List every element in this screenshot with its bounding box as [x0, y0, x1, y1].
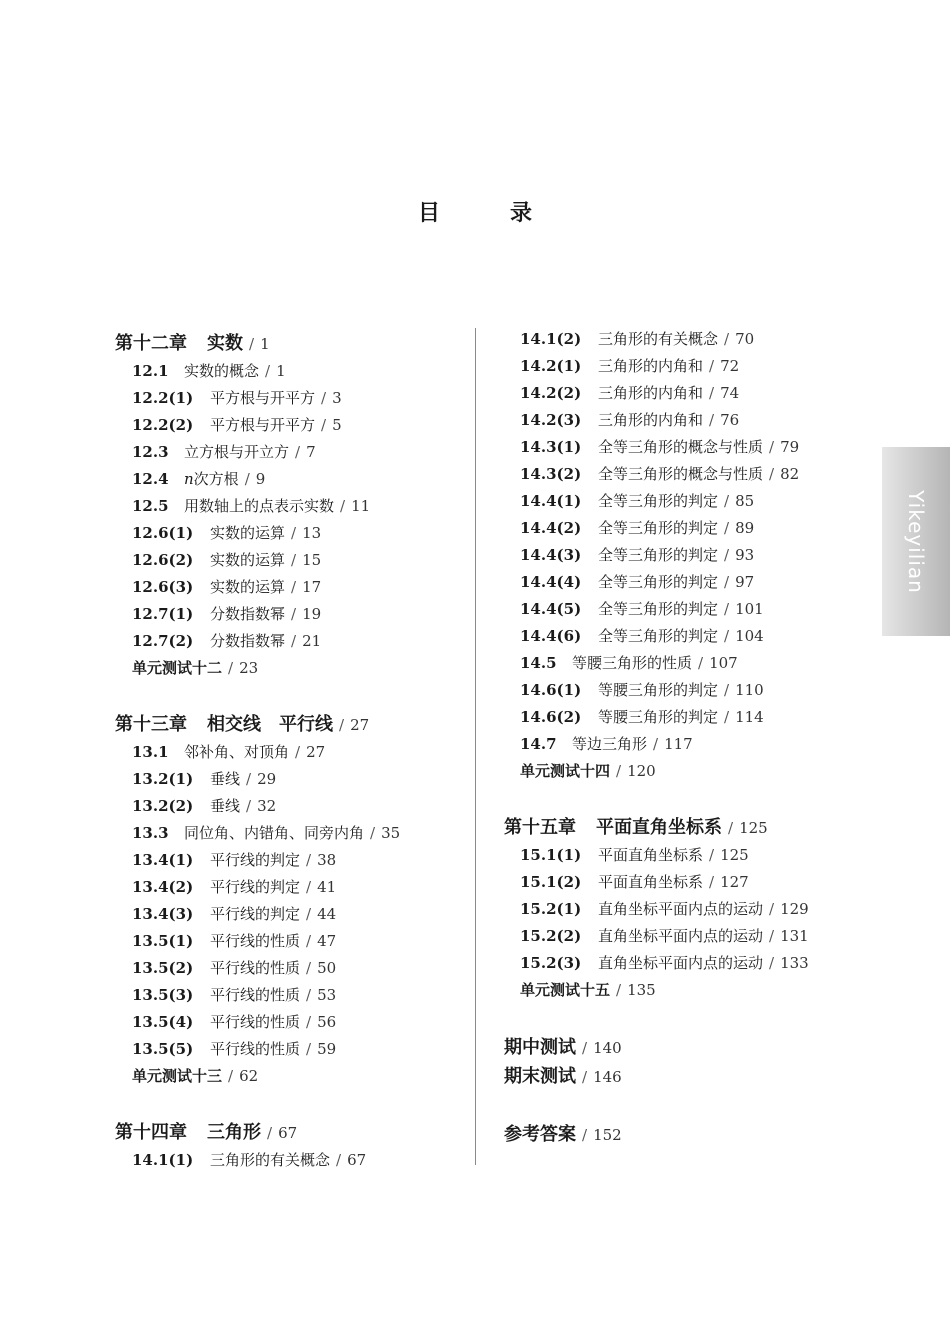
exam-title: 期中测试	[504, 1037, 576, 1058]
page-number: 27	[350, 716, 370, 734]
page-number: 7	[306, 443, 316, 461]
page-separator: /	[306, 959, 312, 977]
section-title: 分数指数幂	[210, 605, 286, 623]
chapter-label: 第十四章	[115, 1122, 187, 1143]
page-number: 50	[317, 959, 337, 977]
section-number: 14.6(1)	[520, 681, 582, 699]
section-title: 全等三角形的概念与性质	[598, 465, 764, 483]
section-title: 三角形的内角和	[598, 411, 704, 429]
section-title: 平行线的判定	[210, 878, 301, 896]
toc-right-column	[504, 326, 854, 1149]
toc-entry[interactable]	[504, 704, 854, 731]
section-number: 15.1(2)	[520, 873, 582, 891]
section-number: 12.2(2)	[132, 416, 194, 434]
page-separator: /	[249, 335, 255, 353]
toc-entry[interactable]	[504, 542, 854, 569]
page-number: 17	[302, 578, 322, 596]
chapter-title: 相交线 平行线	[207, 714, 333, 735]
page-number: 125	[739, 819, 768, 837]
section-number: 12.2(1)	[132, 389, 194, 407]
page-separator: /	[616, 981, 622, 999]
section-title: 平行线的性质	[210, 932, 301, 950]
page-number: 27	[306, 743, 326, 761]
section-number: 14.4(2)	[520, 519, 582, 537]
section-number: 12.6(2)	[132, 551, 194, 569]
section-title: 平面直角坐标系	[598, 846, 704, 864]
page-separator: /	[246, 797, 252, 815]
section-number: 12.5	[132, 497, 169, 515]
toc-entry[interactable]	[115, 358, 465, 385]
page-number: 41	[317, 878, 337, 896]
page-separator: /	[582, 1126, 588, 1144]
section-title: 三角形的有关概念	[598, 330, 719, 348]
page-separator: /	[728, 819, 734, 837]
page-separator: /	[291, 524, 297, 542]
toc-chapter[interactable]	[504, 814, 854, 842]
section-number: 14.4(5)	[520, 600, 582, 618]
section-title: 分数指数幂	[210, 632, 286, 650]
toc-entry[interactable]	[504, 950, 854, 977]
page-separator: /	[724, 681, 730, 699]
section-number: 12.3	[132, 443, 169, 461]
page-number: 120	[627, 762, 656, 780]
page-separator: /	[228, 1067, 234, 1085]
page-separator: /	[582, 1068, 588, 1086]
section-title: 实数的概念	[184, 362, 260, 380]
toc-entry[interactable]	[115, 874, 465, 901]
toc-chapter[interactable]	[115, 1119, 465, 1147]
page-separator: /	[295, 443, 301, 461]
page-number: 104	[735, 627, 764, 645]
section-number: 14.2(2)	[520, 384, 582, 402]
page-separator: /	[709, 846, 715, 864]
toc-unit-test[interactable]	[504, 758, 854, 785]
toc-entry[interactable]	[115, 982, 465, 1009]
page-separator: /	[724, 708, 730, 726]
section-title: 全等三角形的判定	[598, 627, 719, 645]
page-separator: /	[724, 519, 730, 537]
section-number: 12.6(1)	[132, 524, 194, 542]
section-title: 平行线的判定	[210, 851, 301, 869]
toc-entry[interactable]	[115, 820, 465, 847]
side-tab	[882, 447, 950, 636]
page-number: 62	[239, 1067, 259, 1085]
section-title: 等边三角形	[572, 735, 648, 753]
section-number: 13.5(2)	[132, 959, 194, 977]
page-number: 72	[720, 357, 740, 375]
chapter-label: 第十五章	[504, 817, 576, 838]
toc-entry[interactable]	[115, 793, 465, 820]
page-separator: /	[246, 770, 252, 788]
page-number: 32	[257, 797, 277, 815]
toc-entry[interactable]	[115, 385, 465, 412]
page-separator: /	[709, 384, 715, 402]
toc-entry[interactable]	[504, 569, 854, 596]
section-number: 15.2(1)	[520, 900, 582, 918]
unit-test-title: 单元测试十五	[520, 981, 611, 999]
section-number: 14.4(3)	[520, 546, 582, 564]
page-separator: /	[769, 465, 775, 483]
section-title: 等腰三角形的判定	[598, 681, 719, 699]
section-title: 直角坐标平面内点的运动	[598, 927, 764, 945]
page-number: 3	[332, 389, 342, 407]
page-number: 93	[735, 546, 755, 564]
section-number: 13.3	[132, 824, 169, 842]
section-title: 平行线的判定	[210, 905, 301, 923]
section-title: 实数的运算	[210, 551, 286, 569]
page-number: 140	[593, 1039, 622, 1057]
chapter-title: 平面直角坐标系	[596, 817, 722, 838]
toc-entry[interactable]	[115, 928, 465, 955]
section-number: 14.1(1)	[132, 1151, 194, 1169]
toc-entry[interactable]	[115, 847, 465, 874]
toc-entry[interactable]	[504, 515, 854, 542]
page-separator: /	[321, 389, 327, 407]
section-title: 全等三角形的概念与性质	[598, 438, 764, 456]
section-title: 实数的运算	[210, 578, 286, 596]
section-number: 14.7	[520, 735, 557, 753]
section-title: 三角形的内角和	[598, 384, 704, 402]
section-number: 14.3(2)	[520, 465, 582, 483]
toc-entry[interactable]	[115, 412, 465, 439]
toc-entry[interactable]	[504, 353, 854, 380]
page-number: 9	[255, 470, 266, 488]
page-number: 82	[780, 465, 800, 483]
page-title: 目 录	[417, 200, 556, 226]
page-number: 135	[627, 981, 656, 999]
toc-entry[interactable]	[115, 1009, 465, 1036]
toc-entry[interactable]	[504, 380, 854, 407]
page-number: 146	[593, 1068, 622, 1086]
page-separator: /	[291, 551, 297, 569]
side-tab-label: Yikeyilian	[904, 489, 928, 594]
section-title: 用数轴上的点表示实数	[184, 497, 335, 515]
toc-entry[interactable]	[115, 601, 465, 628]
page-number: 97	[735, 573, 755, 591]
page-separator: /	[724, 600, 730, 618]
section-number: 14.2(1)	[520, 357, 582, 375]
section-title: 平行线的性质	[210, 959, 301, 977]
page-number: 13	[302, 524, 322, 542]
page-separator: /	[769, 438, 775, 456]
page-number: 131	[780, 927, 809, 945]
toc-unit-test[interactable]	[115, 655, 465, 682]
section-number: 12.7(1)	[132, 605, 194, 623]
toc-entry[interactable]	[115, 1036, 465, 1063]
page-number: 29	[257, 770, 277, 788]
unit-test-title: 单元测试十四	[520, 762, 611, 780]
page-number: 15	[302, 551, 322, 569]
section-number: 14.2(3)	[520, 411, 582, 429]
page-separator: /	[321, 416, 327, 434]
toc-exam[interactable]	[504, 1120, 854, 1149]
page-separator: /	[724, 573, 730, 591]
page-number: 59	[317, 1040, 337, 1058]
page-number: 56	[317, 1013, 337, 1031]
page-number: 101	[735, 600, 764, 618]
exam-title: 参考答案	[504, 1124, 576, 1145]
page-number: 1	[260, 335, 270, 353]
section-number: 12.7(2)	[132, 632, 194, 650]
section-title: 全等三角形的判定	[598, 573, 719, 591]
toc-entry[interactable]	[115, 493, 465, 520]
toc-entry[interactable]	[504, 461, 854, 488]
section-title: 三角形的有关概念	[210, 1151, 331, 1169]
toc-entry[interactable]	[115, 520, 465, 547]
section-title: 直角坐标平面内点的运动	[598, 900, 764, 918]
toc-chapter[interactable]	[115, 330, 465, 358]
page-number: 5	[332, 416, 342, 434]
page-number: 21	[302, 632, 322, 650]
section-number: 12.4	[132, 470, 169, 488]
toc-entry[interactable]	[504, 896, 854, 923]
section-number: 13.4(2)	[132, 878, 194, 896]
unit-test-title: 单元测试十二	[132, 659, 223, 677]
page-number: 76	[720, 411, 740, 429]
page-separator: /	[769, 954, 775, 972]
page-separator: /	[724, 546, 730, 564]
section-title: 垂线	[210, 770, 241, 788]
section-number: 13.4(1)	[132, 851, 194, 869]
page-number: 110	[735, 681, 764, 699]
toc-entry[interactable]	[504, 434, 854, 461]
page-number: 53	[317, 986, 337, 1004]
section-number: 13.2(1)	[132, 770, 194, 788]
section-title: 垂线	[210, 797, 241, 815]
section-title: 立方根与开立方	[184, 443, 290, 461]
page-number: 67	[347, 1151, 367, 1169]
section-title: 平方根与开平方	[210, 389, 316, 407]
toc-entry[interactable]	[115, 439, 465, 466]
section-number: 13.5(3)	[132, 986, 194, 1004]
page-separator: /	[709, 873, 715, 891]
page-number: 117	[664, 735, 693, 753]
section-number: 13.4(3)	[132, 905, 194, 923]
page-separator: /	[295, 743, 301, 761]
toc-entry[interactable]	[504, 650, 854, 677]
page-separator: /	[291, 632, 297, 650]
chapter-title: 实数	[207, 333, 243, 354]
page-separator: /	[724, 627, 730, 645]
page-number: 152	[593, 1126, 622, 1144]
toc-entry[interactable]	[504, 488, 854, 515]
section-title: 实数的运算	[210, 524, 286, 542]
section-number: 14.4(4)	[520, 573, 582, 591]
chapter-label: 第十二章	[115, 333, 187, 354]
toc-entry[interactable]	[504, 677, 854, 704]
exam-title: 期末测试	[504, 1066, 576, 1087]
section-title: 平行线的性质	[210, 1040, 301, 1058]
section-number: 13.5(1)	[132, 932, 194, 950]
page-separator: /	[291, 605, 297, 623]
toc-entry[interactable]	[115, 466, 465, 493]
page-separator: /	[698, 654, 704, 672]
unit-test-title: 单元测试十三	[132, 1067, 223, 1085]
page-separator: /	[709, 411, 715, 429]
page-separator: /	[306, 1013, 312, 1031]
page-number: 11	[351, 497, 371, 515]
page-separator: /	[265, 362, 271, 380]
page-number: 35	[381, 824, 401, 842]
section-number: 13.1	[132, 743, 169, 761]
toc-entry[interactable]	[115, 766, 465, 793]
page-separator: /	[769, 900, 775, 918]
chapter-title: 三角形	[207, 1122, 261, 1143]
toc-unit-test[interactable]	[504, 977, 854, 1004]
page-number: 127	[720, 873, 749, 891]
section-title: 全等三角形的判定	[598, 546, 719, 564]
section-title: 平行线的性质	[210, 986, 301, 1004]
section-title: 等腰三角形的性质	[572, 654, 693, 672]
page-separator: /	[291, 578, 297, 596]
chapter-label: 第十三章	[115, 714, 187, 735]
section-number: 12.1	[132, 362, 169, 380]
section-number: 15.1(1)	[520, 846, 582, 864]
page-number: 114	[735, 708, 764, 726]
toc-exam[interactable]	[504, 1062, 854, 1091]
section-number: 13.5(4)	[132, 1013, 194, 1031]
toc-chapter[interactable]	[115, 711, 465, 739]
toc-entry[interactable]	[504, 407, 854, 434]
page-separator: /	[306, 932, 312, 950]
page-separator: /	[244, 470, 250, 488]
column-divider	[475, 328, 476, 1165]
section-number: 13.2(2)	[132, 797, 194, 815]
section-number: 12.6(3)	[132, 578, 194, 596]
page-separator: /	[306, 986, 312, 1004]
page-number: 85	[735, 492, 755, 510]
page-separator: /	[724, 330, 730, 348]
section-title: 全等三角形的判定	[598, 519, 719, 537]
page-separator: /	[306, 878, 312, 896]
toc-entry[interactable]	[504, 923, 854, 950]
page-separator: /	[653, 735, 659, 753]
page-number: 107	[709, 654, 738, 672]
section-number: 14.3(1)	[520, 438, 582, 456]
section-title: 等腰三角形的判定	[598, 708, 719, 726]
section-title: 平行线的性质	[210, 1013, 301, 1031]
page-separator: /	[306, 905, 312, 923]
section-title: 全等三角形的判定	[598, 492, 719, 510]
page-separator: /	[336, 1151, 342, 1169]
page-number: 89	[735, 519, 755, 537]
page-number: 129	[780, 900, 809, 918]
page-number: 133	[780, 954, 809, 972]
toc-left-column	[115, 326, 465, 1174]
page-number: 44	[317, 905, 337, 923]
toc-entry[interactable]	[504, 842, 854, 869]
section-title: 全等三角形的判定	[598, 600, 719, 618]
section-title: 同位角、内错角、同旁内角	[184, 824, 365, 842]
toc-entry[interactable]	[115, 1147, 465, 1174]
toc-entry[interactable]	[504, 623, 854, 650]
section-number: 13.5(5)	[132, 1040, 194, 1058]
toc-entry[interactable]	[504, 731, 854, 758]
page-number: 70	[735, 330, 755, 348]
page-number: 38	[317, 851, 337, 869]
page-number: 47	[317, 932, 337, 950]
section-number: 14.4(1)	[520, 492, 582, 510]
page-separator: /	[582, 1039, 588, 1057]
page-separator: /	[339, 716, 345, 734]
page-number: 67	[278, 1124, 298, 1142]
page-separator: /	[370, 824, 376, 842]
section-number: 14.6(2)	[520, 708, 582, 726]
section-title: 平面直角坐标系	[598, 873, 704, 891]
section-title: 平方根与开平方	[210, 416, 316, 434]
page-number: 1	[276, 362, 286, 380]
toc-entry[interactable]	[115, 547, 465, 574]
section-number: 15.2(2)	[520, 927, 582, 945]
section-title-italic: n	[184, 470, 194, 488]
section-number: 14.1(2)	[520, 330, 582, 348]
section-number: 14.4(6)	[520, 627, 582, 645]
page-number: 19	[302, 605, 322, 623]
page-separator: /	[306, 1040, 312, 1058]
page-separator: /	[709, 357, 715, 375]
toc-entry[interactable]	[115, 901, 465, 928]
page-separator: /	[306, 851, 312, 869]
toc-entry[interactable]	[115, 955, 465, 982]
page-separator: /	[769, 927, 775, 945]
toc-entry[interactable]	[115, 739, 465, 766]
section-number: 14.5	[520, 654, 557, 672]
page-number: 74	[720, 384, 740, 402]
page-number: 23	[239, 659, 259, 677]
toc-entry[interactable]	[115, 628, 465, 655]
toc-unit-test[interactable]	[115, 1063, 465, 1090]
section-title: 次方根	[193, 470, 239, 488]
page-number: 125	[720, 846, 749, 864]
toc-entry[interactable]	[504, 326, 854, 353]
page-separator: /	[724, 492, 730, 510]
page-separator: /	[616, 762, 622, 780]
toc-entry[interactable]	[504, 596, 854, 623]
page-separator: /	[340, 497, 346, 515]
section-title: 三角形的内角和	[598, 357, 704, 375]
toc-exam[interactable]	[504, 1033, 854, 1062]
section-title: 直角坐标平面内点的运动	[598, 954, 764, 972]
page-number: 79	[780, 438, 800, 456]
toc-entry[interactable]	[115, 574, 465, 601]
section-number: 15.2(3)	[520, 954, 582, 972]
toc-entry[interactable]	[504, 869, 854, 896]
page-separator: /	[228, 659, 234, 677]
page-separator: /	[267, 1124, 273, 1142]
section-title: 邻补角、对顶角	[184, 743, 290, 761]
